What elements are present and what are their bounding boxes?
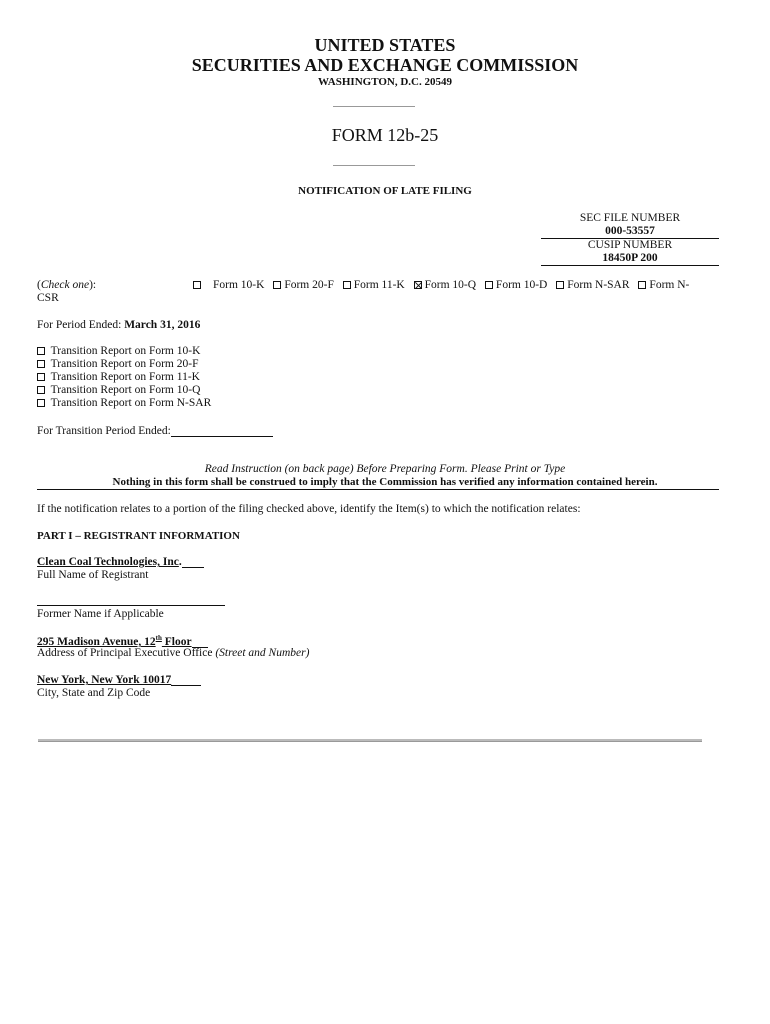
city-label: City, State and Zip Code (37, 687, 151, 699)
option-form-10-k[interactable]: Form 10-K (193, 279, 264, 291)
checkbox-icon[interactable] (37, 373, 45, 381)
option-form-20-f[interactable]: Form 20-F (273, 279, 334, 291)
option-form-n-csr[interactable]: Form N- (638, 279, 689, 291)
transition-report-item[interactable]: Transition Report on Form 10-K (37, 345, 211, 358)
option-form-11-k[interactable]: Form 11-K (343, 279, 405, 291)
sec-file-number: 000-53557 (605, 225, 655, 237)
checkbox-icon[interactable] (485, 281, 493, 289)
transition-report-list (37, 345, 211, 410)
checkbox-icon[interactable] (556, 281, 564, 289)
divider-form (333, 165, 415, 166)
sec-file-label: SEC FILE NUMBER (579, 212, 681, 224)
check-one-options (193, 279, 689, 291)
form-title: FORM 12b-25 (331, 125, 439, 145)
checkbox-icon[interactable] (37, 386, 45, 394)
checkbox-icon[interactable] (638, 281, 646, 289)
address-line: 295 Madison Avenue, 12th Floor (37, 634, 208, 648)
registrant-name: Clean Coal Technologies, Inc. (37, 556, 204, 568)
header-address: WASHINGTON, D.C. 20549 (318, 76, 452, 88)
former-name-field[interactable] (37, 605, 225, 606)
period-ended-value: March 31, 2016 (124, 319, 201, 331)
nothing-disclaimer: Nothing in this form shall be construed to imply that the Commission has verified any information contained herein. (112, 476, 658, 488)
option-form-n-sar[interactable]: Form N-SAR (556, 279, 629, 291)
cusip-rule (541, 265, 719, 266)
transition-period-field[interactable] (171, 424, 273, 437)
checkbox-icon[interactable] (37, 360, 45, 368)
transition-report-item[interactable]: Transition Report on Form 11-K (37, 371, 211, 384)
checkbox-icon[interactable] (193, 281, 201, 289)
check-one-label: (Check one): (37, 279, 97, 291)
checkbox-checked-icon[interactable] (414, 281, 422, 289)
option-form-10-q[interactable]: Form 10-Q (414, 279, 476, 291)
read-instructions: Read Instruction (on back page) Before Preparing Form. Please Print or Type (204, 463, 566, 475)
transition-report-item[interactable]: Transition Report on Form 20-F (37, 358, 211, 371)
former-name-label: Former Name if Applicable (37, 608, 164, 620)
instructions-rule (37, 489, 719, 490)
transition-report-item[interactable]: Transition Report on Form N-SAR (37, 397, 211, 410)
registrant-label: Full Name of Registrant (37, 569, 149, 581)
page-divider (38, 739, 702, 742)
period-ended: For Period Ended: March 31, 2016 (37, 319, 201, 331)
cusip-label: CUSIP NUMBER (587, 239, 673, 251)
checkbox-icon[interactable] (37, 347, 45, 355)
transition-period-label: For Transition Period Ended: (37, 425, 171, 437)
check-one-text: Check one (40, 279, 90, 291)
checkbox-icon[interactable] (343, 281, 351, 289)
notification-title: NOTIFICATION OF LATE FILING (298, 185, 472, 197)
cusip-number: 18450P 200 (602, 252, 658, 264)
checkbox-icon[interactable] (37, 399, 45, 407)
part1-title: PART I – REGISTRANT INFORMATION (37, 530, 240, 542)
check-one-wrap: CSR (37, 292, 59, 304)
header-united-states: UNITED STATES (314, 35, 456, 55)
divider-top (333, 106, 415, 107)
city-line: New York, New York 10017 (37, 674, 201, 686)
option-form-10-d[interactable]: Form 10-D (485, 279, 547, 291)
address-label: Address of Principal Executive Office (Street and Number) (37, 647, 310, 659)
transition-report-item[interactable]: Transition Report on Form 10-Q (37, 384, 211, 397)
checkbox-icon[interactable] (273, 281, 281, 289)
transition-period-row (37, 424, 273, 437)
header-commission: SECURITIES AND EXCHANGE COMMISSION (191, 55, 579, 75)
notification-relates-text: If the notification relates to a portion of the filing checked above, identify the Item(s) to which the notification relates: (37, 503, 581, 515)
